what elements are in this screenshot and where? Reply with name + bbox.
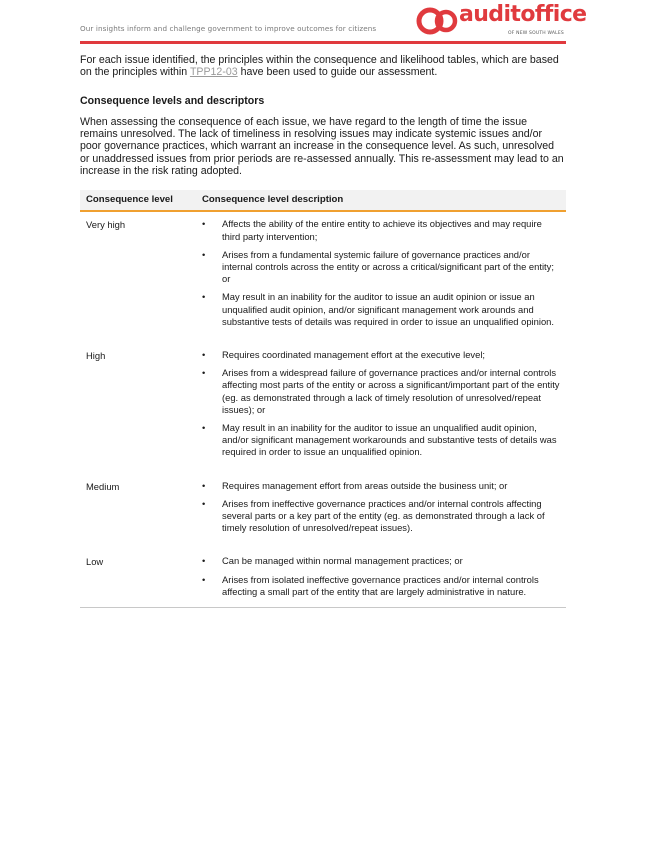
logo-wordmark: auditoffice [459,2,587,27]
table-row [80,549,566,607]
list-item: • Affects the ability of the entire entity to achieve its objectives and may require third party intervention; [202,218,542,242]
section-paragraph: When assessing the consequence of each issue, we have regard to the length of time the issue remains unresolved. The lack of timeliness in resolving issues may indicate systemic issues and/or poor governance practices, which warrant an increase in the consequence level. As such, unresolved or unaddressed issues from prior periods are re-assessed annually. This re-assessment may lead to an increase in the risk rating adopted. [80,115,564,178]
bullet-icon: • [202,497,206,509]
list-item: • May result in an inability for the auditor to issue an unqualified audit opinion, and/or significant management workarounds and substantive tests of details was required in order to issue an unqualified opinion. [202,422,557,458]
column-header-level: Consequence level [80,190,196,211]
level-cell: Medium [86,480,120,492]
list-item: • Requires management effort from areas outside the business unit; or [202,479,508,491]
list-item: • Can be managed within normal management practices; or [202,555,463,567]
list-item: • Arises from a widespread failure of governance practices and/or internal controls affecting most parts of the entity or across a significant/important part of the entity (eg. as demonstrated through a lack of timely resolution of unresolved/repeat issues); or [202,367,560,415]
logo-rings-icon [416,5,460,37]
bullet-icon: • [202,248,206,260]
level-cell: Very high [86,219,126,231]
table-header-row [80,190,566,211]
bullet-icon: • [202,555,206,567]
intro-text-end: have been used to guide our assessment. [237,66,438,79]
level-cell: Low [80,549,196,607]
bullet-icon: • [202,479,206,491]
description-cell [196,211,566,343]
table-row [80,343,566,474]
bullet-icon: • [202,367,206,379]
header-divider [80,41,566,44]
bullet-icon: • [202,422,206,434]
page-header [80,0,587,46]
list-item: • Arises from isolated ineffective governance practices and/or internal controls affecting a small part of the entity that are largely administrative in nature. [202,573,539,597]
table-row [80,474,566,550]
tpp-link[interactable]: TPP12-03 [189,66,238,79]
audit-office-logo [416,2,587,37]
column-header-description: Consequence level description [196,190,566,211]
list-item: • Arises from ineffective governance practices and/or internal controls affecting several parts or a key part of the entity (eg. as demonstrated through a lack of timely resolution of unresolved/repeat issues). [202,497,545,534]
intro-paragraph [80,54,566,79]
list-item: • Arises from a fundamental systemic failure of governance practices and/or internal controls across the entity or across a critical/significant part of the entity; or [202,248,554,285]
section-heading: Consequence levels and descriptors [80,94,265,107]
list-item: • Requires coordinated management effort at the executive level; [202,349,486,360]
bullet-icon: • [202,573,206,585]
main-content [80,54,566,608]
consequence-table [80,190,566,608]
bullet-icon: • [202,218,206,230]
intro-text-start: For each issue identified, the principles within the consequence and likelihood tables, which are based on the principles within [80,54,559,79]
table-row [80,211,566,343]
description-cell [196,474,566,550]
description-cell [196,549,566,607]
description-cell [196,343,566,474]
bullet-icon: • [202,349,206,360]
level-cell: High [86,350,106,361]
list-item: • May result in an inability for the auditor to issue an audit opinion or issue an unqualified audit opinion, and/or significant management work arounds and substantive tests of details was required in order to issue an unqualified opinion. [202,291,554,327]
logo-subtext: OF NEW SOUTH WALES [508,31,564,36]
bullet-icon: • [202,291,206,303]
header-tagline: Our insights inform and challenge government to improve outcomes for citizens [80,24,377,33]
